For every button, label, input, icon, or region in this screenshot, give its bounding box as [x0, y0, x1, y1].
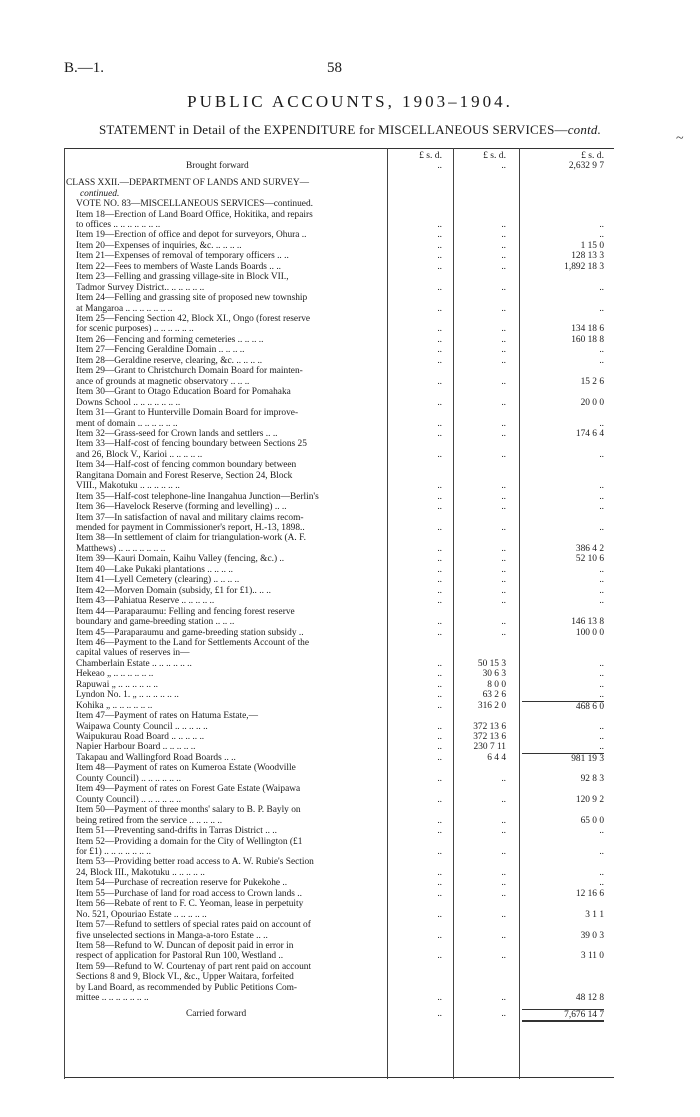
line-item-text: by Land Board, as recommended by Public Petitions Com-	[76, 982, 298, 993]
amount-cell: ..	[599, 303, 604, 314]
amount-cell: ..	[437, 543, 442, 554]
line-item-text: capital values of reserves in—	[76, 648, 190, 659]
line-item-text: Item 31—Grant to Hunterville Domain Board for improve-	[76, 408, 299, 419]
line-item-text: Item 25—Fencing Section 42, Block XI., Ongo (forest reserve	[76, 314, 311, 325]
amount-cell: ..	[437, 867, 442, 878]
amount-cell: ..	[437, 742, 442, 753]
amount-cell: ..	[599, 690, 604, 701]
amount-cell: 146 13 8	[571, 617, 604, 628]
amount-cell: ..	[501, 554, 506, 565]
amount-cell: 7,676 14 7	[522, 1009, 604, 1022]
amount-cell: ..	[437, 251, 442, 262]
subtitle-contd: contd.	[567, 122, 602, 137]
line-item-text: Kohika „ .. .. .. .. .. ..	[76, 700, 153, 711]
line-item-text: Takapau and Wallingford Road Boards .. ..	[76, 752, 236, 763]
amount-cell: ..	[501, 888, 506, 899]
amount-cell: ..	[437, 1008, 442, 1019]
amount-cell: ..	[437, 334, 442, 345]
amount-cell: ..	[501, 428, 506, 439]
line-item-text: County Council) .. .. .. .. .. ..	[76, 794, 181, 805]
amount-cell: ..	[437, 449, 442, 460]
line-item-text: Item 22—Fees to members of Waste Lands Boards .. ..	[76, 261, 282, 272]
amount-column-c	[522, 148, 604, 1079]
column-divider	[453, 148, 454, 1079]
table-left-rule	[64, 148, 65, 1079]
amount-cell: ..	[501, 585, 506, 596]
amount-cell: ..	[501, 502, 506, 513]
amount-cell: ..	[501, 794, 506, 805]
amount-cell: ..	[437, 261, 442, 272]
amount-cell: ..	[599, 564, 604, 575]
line-item-text: Item 43—Pahiatua Reserve .. .. .. .. ..	[76, 596, 215, 607]
amount-cell: ..	[437, 481, 442, 492]
expenditure-table	[64, 148, 614, 1079]
line-item-text: 24, Block III., Makotuku .. .. .. .. ..	[76, 867, 205, 878]
amount-cell: ..	[599, 481, 604, 492]
amount-cell: ..	[501, 575, 506, 586]
amount-cell: ..	[599, 491, 604, 502]
amount-cell: ..	[437, 585, 442, 596]
amount-cell: ..	[501, 867, 506, 878]
amount-cell: 160 18 8	[571, 334, 604, 345]
amount-cell: 120 9 2	[575, 794, 604, 805]
amount-cell: 92 8 3	[580, 773, 604, 784]
line-item-text: boundary and game-breeding station .. .. ..	[76, 617, 235, 628]
amount-cell: ..	[437, 418, 442, 429]
amount-cell: ..	[501, 261, 506, 272]
amount-cell: ..	[501, 826, 506, 837]
line-item-text: Item 45—Paraparaumu and game-breeding station subsidy ..	[76, 627, 304, 638]
line-item-text: Item 33—Half-cost of fencing boundary between Sections 25	[76, 439, 307, 450]
line-item-text: mittee .. .. .. .. .. .. ..	[76, 993, 149, 1004]
amount-cell: 3 11 0	[580, 951, 604, 962]
line-item-text: Item 59—Refund to W. Courtenay of part rent paid on account	[76, 961, 312, 972]
line-item-text: Item 27—Fencing Geraldine Domain .. .. .. ..	[76, 345, 245, 356]
amount-cell: ..	[599, 449, 604, 460]
amount-cell: ..	[501, 627, 506, 638]
line-item-text: VIII., Makotuku .. .. .. .. .. ..	[76, 481, 180, 492]
line-item-text: respect of application for Pastoral Run 100, Westland ..	[76, 951, 284, 962]
brought-forward-label: Brought forward	[186, 161, 249, 172]
description-column	[66, 148, 386, 1079]
column-header-b: £ s. d.	[483, 150, 506, 161]
line-item-text: Item 56—Rebate of rent to F. C. Yeoman, lease in perpetuity	[76, 899, 304, 910]
page-title: PUBLIC ACCOUNTS, 1903–1904.	[187, 92, 513, 111]
line-item-text: being retired from the service .. .. .. .. ..	[76, 815, 223, 826]
amount-cell: 1,892 18 3	[564, 261, 604, 272]
line-item-text: mended for payment in Commissioner's report, H.-13, 1898..	[76, 523, 305, 534]
line-item-text: and 26, Block V., Karioi .. .. .. .. ..	[76, 449, 203, 460]
amount-cell: ..	[437, 355, 442, 366]
amount-cell: ..	[599, 345, 604, 356]
amount-cell: ..	[437, 219, 442, 230]
amount-cell: ..	[501, 376, 506, 387]
amount-cell: ..	[599, 679, 604, 690]
amount-cell: ..	[501, 815, 506, 826]
amount-cell: 8 0 0	[487, 679, 506, 690]
line-item-text: Rangitana Domain and Forest Reserve, Section 24, Block	[76, 470, 293, 481]
line-item-text: Item 55—Purchase of land for road access to Crown lands ..	[76, 888, 302, 899]
amount-cell: ..	[599, 523, 604, 534]
line-item-text: Item 48—Payment of rates on Kumeroa Estate (Woodville	[76, 763, 296, 774]
amount-cell: 372 13 6	[473, 732, 506, 743]
amount-cell: 1 15 0	[580, 240, 604, 251]
line-item-text: Item 41—Lyell Cemetery (clearing) .. .. .. ..	[76, 575, 240, 586]
line-item-text: Item 57—Refund to settlers of special rates paid on account of	[76, 920, 311, 931]
amount-cell: ..	[437, 846, 442, 857]
line-item-text: Item 28—Geraldine reserve, clearing, &c. .. .. .. ..	[76, 355, 263, 366]
amount-cell: 174 6 4	[575, 428, 604, 439]
line-item-text: Item 24—Felling and grassing site of proposed new township	[76, 293, 308, 304]
line-item-text: Item 58—Refund to W. Duncan of deposit paid in error in	[76, 941, 294, 952]
carried-forward-label: Carried forward	[186, 1008, 247, 1019]
amount-cell: ..	[599, 575, 604, 586]
amount-cell: ..	[437, 815, 442, 826]
amount-cell: ..	[501, 219, 506, 230]
line-item-text: Item 18—Erection of Land Board Office, Hokitika, and repairs	[76, 209, 313, 220]
amount-cell: ..	[501, 878, 506, 889]
amount-cell: ..	[501, 334, 506, 345]
amount-cell: 134 18 6	[571, 324, 604, 335]
line-item-text: Item 40—Lake Pukaki plantations .. .. .. ..	[76, 564, 234, 575]
line-item-text: Napier Harbour Board .. .. .. .. ..	[76, 742, 196, 753]
line-item-text: Rapuwai „ .. .. .. .. .. ..	[76, 679, 159, 690]
amount-cell: ..	[437, 658, 442, 669]
line-item-text: Hekeao „ .. .. .. .. .. ..	[76, 669, 154, 680]
line-item-text: Item 49—Payment of rates on Forest Gate Estate (Waipawa	[76, 784, 301, 795]
line-item-text: at Mangaroa .. .. .. .. .. .. ..	[76, 303, 173, 314]
amount-cell: ..	[599, 732, 604, 743]
amount-cell: 48 12 8	[575, 993, 604, 1004]
amount-cell: ..	[599, 418, 604, 429]
amount-cell: 468 6 0	[522, 701, 604, 712]
line-item-text: Item 54—Purchase of recreation reserve for Pukekohe ..	[76, 878, 288, 889]
amount-cell: ..	[437, 161, 442, 172]
amount-cell: ..	[501, 773, 506, 784]
amount-cell: ..	[437, 397, 442, 408]
line-item-text: for £1) .. .. .. .. .. .. ..	[76, 846, 151, 857]
amount-cell: 20 0 0	[580, 397, 604, 408]
amount-cell: ..	[437, 752, 442, 763]
line-item-text: Item 35—Half-cost telephone-line Inangahua Junction—Berlin's	[76, 491, 319, 502]
amount-cell: ..	[437, 721, 442, 732]
amount-cell: ..	[599, 846, 604, 857]
amount-cell: 386 4 2	[575, 543, 604, 554]
report-reference: B.—1.	[64, 60, 105, 76]
line-item-text: Item 19—Erection of office and depot for surveyors, Ohura ..	[76, 230, 307, 241]
line-item-text: Chamberlain Estate .. .. .. .. .. ..	[76, 658, 192, 669]
line-item-text: Item 20—Expenses of inquiries, &c. .. .. .. ..	[76, 240, 242, 251]
amount-cell: 12 16 6	[575, 888, 604, 899]
amount-cell: ..	[501, 303, 506, 314]
column-header-c: £ s. d.	[581, 150, 604, 161]
line-item-text: Item 36—Havelock Reserve (forming and levelling) .. ..	[76, 502, 287, 513]
amount-cell: ..	[501, 282, 506, 293]
amount-cell: ..	[437, 240, 442, 251]
line-item-text: Sections 8 and 9, Block VI., &c., Upper Waitara, forfeited	[76, 972, 294, 983]
amount-cell: ..	[501, 523, 506, 534]
page-number: 58	[327, 60, 342, 76]
amount-cell: ..	[437, 773, 442, 784]
line-item-text: Item 52—Providing a domain for the City of Wellington (£1	[76, 836, 303, 847]
line-item-text: Item 46—Payment to the Land for Settlements Account of the	[76, 637, 310, 648]
column-divider	[519, 148, 520, 1079]
amount-cell: ..	[501, 355, 506, 366]
amount-cell: 65 0 0	[580, 815, 604, 826]
amount-cell: ..	[437, 345, 442, 356]
amount-cell: ..	[599, 721, 604, 732]
amount-cell: 15 2 6	[580, 376, 604, 387]
amount-cell: 372 13 6	[473, 721, 506, 732]
amount-cell: ..	[599, 658, 604, 669]
amount-cell: ..	[437, 617, 442, 628]
line-item-text: to offices .. .. .. .. .. .. ..	[76, 219, 161, 230]
amount-cell: ..	[437, 428, 442, 439]
amount-cell: ..	[437, 878, 442, 889]
amount-cell: ..	[437, 794, 442, 805]
amount-cell: ..	[437, 324, 442, 335]
amount-cell: ..	[501, 324, 506, 335]
line-item-text: Waipawa County Council .. .. .. .. ..	[76, 721, 208, 732]
amount-cell: ..	[501, 230, 506, 241]
amount-cell: ..	[501, 930, 506, 941]
line-item-text: Item 44—Paraparaumu: Felling and fencing forest reserve	[76, 606, 295, 617]
amount-cell: ..	[501, 161, 506, 172]
amount-cell: ..	[599, 596, 604, 607]
amount-cell: 3 1 1	[585, 909, 604, 920]
margin-mark: ~	[676, 131, 684, 146]
column-header-a: £ s. d.	[419, 150, 442, 161]
amount-cell: ..	[437, 596, 442, 607]
amount-cell: ..	[437, 700, 442, 711]
amount-cell: ..	[599, 669, 604, 680]
amount-cell: ..	[501, 564, 506, 575]
amount-cell: ..	[437, 679, 442, 690]
line-item-text: Item 34—Half-cost of fencing common boundary between	[76, 460, 297, 471]
amount-cell: ..	[437, 554, 442, 565]
amount-cell: ..	[437, 627, 442, 638]
amount-cell: ..	[501, 345, 506, 356]
amount-cell: 50 15 3	[477, 658, 506, 669]
line-item-text: Item 38—In settlement of claim for triangulation-work (A. F.	[76, 533, 306, 544]
amount-cell: 230 7 11	[473, 742, 506, 753]
amount-cell: ..	[501, 251, 506, 262]
amount-cell: ..	[501, 418, 506, 429]
amount-cell: ..	[437, 930, 442, 941]
line-item-text: County Council) .. .. .. .. .. ..	[76, 773, 181, 784]
amount-cell: ..	[437, 669, 442, 680]
amount-cell: ..	[501, 491, 506, 502]
amount-cell: 39 0 3	[580, 930, 604, 941]
amount-cell: ..	[437, 575, 442, 586]
line-item-text: five unselected sections in Manga-a-toro Estate .. ..	[76, 930, 268, 941]
line-item-text: No. 521, Opouriao Estate .. .. .. .. ..	[76, 909, 207, 920]
amount-cell: ..	[437, 303, 442, 314]
line-item-text: ance of grounds at magnetic observatory .. .. ..	[76, 376, 250, 387]
vote-heading: VOTE NO. 83—MISCELLANEOUS SERVICES—continued.	[76, 199, 314, 210]
amount-cell: ..	[437, 282, 442, 293]
amount-cell: ..	[599, 742, 604, 753]
amount-cell: ..	[501, 951, 506, 962]
line-item-text: Item 30—Grant to Otago Education Board for Pomahaka	[76, 387, 291, 398]
line-item-text: Item 53—Providing better road access to A. W. Rubie's Section	[76, 857, 314, 868]
page-header	[0, 0, 700, 140]
amount-cell: ..	[437, 993, 442, 1004]
amount-cell: ..	[437, 230, 442, 241]
amount-cell: ..	[501, 617, 506, 628]
amount-cell: ..	[437, 564, 442, 575]
amount-cell: 63 2 6	[482, 690, 506, 701]
amount-cell: 100 0 0	[575, 627, 604, 638]
line-item-text: ment of domain .. .. .. .. .. ..	[76, 418, 178, 429]
amount-cell: ..	[437, 909, 442, 920]
amount-cell: ..	[599, 355, 604, 366]
amount-cell: ..	[437, 491, 442, 502]
amount-cell: 6 4 4	[487, 752, 506, 763]
amount-cell: ..	[501, 240, 506, 251]
amount-cell: ..	[501, 481, 506, 492]
amount-cell: 128 13 3	[571, 251, 604, 262]
amount-cell: ..	[599, 502, 604, 513]
amount-cell: ..	[437, 888, 442, 899]
amount-cell: 52 10 6	[575, 554, 604, 565]
line-item-text: Item 47—Payment of rates on Hatuma Estate,—	[76, 711, 258, 722]
class-heading: CLASS XXII.—DEPARTMENT OF LANDS AND SURVEY—	[66, 178, 309, 189]
amount-cell: ..	[599, 826, 604, 837]
amount-cell: ..	[501, 397, 506, 408]
line-item-text: for scenic purposes) .. .. .. .. .. ..	[76, 324, 194, 335]
amount-column-a	[389, 148, 442, 1079]
amount-cell: ..	[501, 543, 506, 554]
line-item-text: Item 32—Grass-seed for Crown lands and settlers .. ..	[76, 428, 278, 439]
line-item-text: Item 21—Expenses of removal of temporary officers .. ..	[76, 251, 289, 262]
amount-cell: ..	[599, 282, 604, 293]
line-item-text: Item 50—Payment of three months' salary to B. P. Bayly on	[76, 805, 301, 816]
line-item-text: Downs School .. .. .. .. .. .. ..	[76, 397, 181, 408]
line-item-text: Matthews) .. .. .. .. .. .. ..	[76, 543, 166, 554]
subtitle-main: STATEMENT in Detail of the EXPENDITURE for MISCELLANEOUS SERVICES—	[98, 122, 568, 137]
statement-subtitle	[0, 122, 700, 138]
amount-cell: ..	[501, 449, 506, 460]
line-item-text: Item 23—Felling and grassing village-site in Block VII.,	[76, 272, 289, 283]
amount-cell: ..	[501, 909, 506, 920]
amount-cell: ..	[599, 867, 604, 878]
class-heading-continued: continued.	[80, 188, 120, 199]
amount-cell: ..	[437, 523, 442, 534]
amount-column-b	[456, 148, 506, 1079]
amount-cell: ..	[501, 846, 506, 857]
amount-cell: ..	[501, 596, 506, 607]
amount-cell: 30 6 3	[482, 669, 506, 680]
line-item-text: Tadmor Survey District.. .. .. .. .. ..	[76, 282, 205, 293]
amount-cell: ..	[599, 230, 604, 241]
amount-cell: 2,632 9 7	[568, 161, 604, 172]
amount-cell: ..	[599, 585, 604, 596]
amount-cell: ..	[437, 502, 442, 513]
line-item-text: Item 39—Kauri Domain, Kaihu Valley (fencing, &c.) ..	[76, 554, 285, 565]
line-item-text: Item 42—Morven Domain (subsidy, £1 for £1).. .. ..	[76, 585, 271, 596]
line-item-text: Lyndon No. 1. „ .. .. .. .. .. ..	[76, 690, 179, 701]
amount-cell: 316 2 0	[477, 700, 506, 711]
line-item-text: Waipukurau Road Board .. .. .. .. ..	[76, 732, 205, 743]
line-item-text: Item 26—Fencing and forming cemeteries .. .. .. ..	[76, 334, 264, 345]
line-item-text: Item 37—In satisfaction of naval and military claims recom-	[76, 512, 304, 523]
amount-cell: ..	[501, 993, 506, 1004]
amount-cell: ..	[437, 951, 442, 962]
line-item-text: Item 51—Preventing sand-drifts in Tarras District .. ..	[76, 826, 277, 837]
amount-cell: ..	[437, 826, 442, 837]
amount-cell: 981 19 3	[522, 753, 604, 764]
line-item-text: Item 29—Grant to Christchurch Domain Board for mainten-	[76, 366, 303, 377]
amount-cell: ..	[437, 732, 442, 743]
amount-cell: ..	[501, 1008, 506, 1019]
amount-cell: ..	[599, 219, 604, 230]
amount-cell: ..	[437, 376, 442, 387]
amount-cell: ..	[599, 878, 604, 889]
amount-cell: ..	[437, 690, 442, 701]
